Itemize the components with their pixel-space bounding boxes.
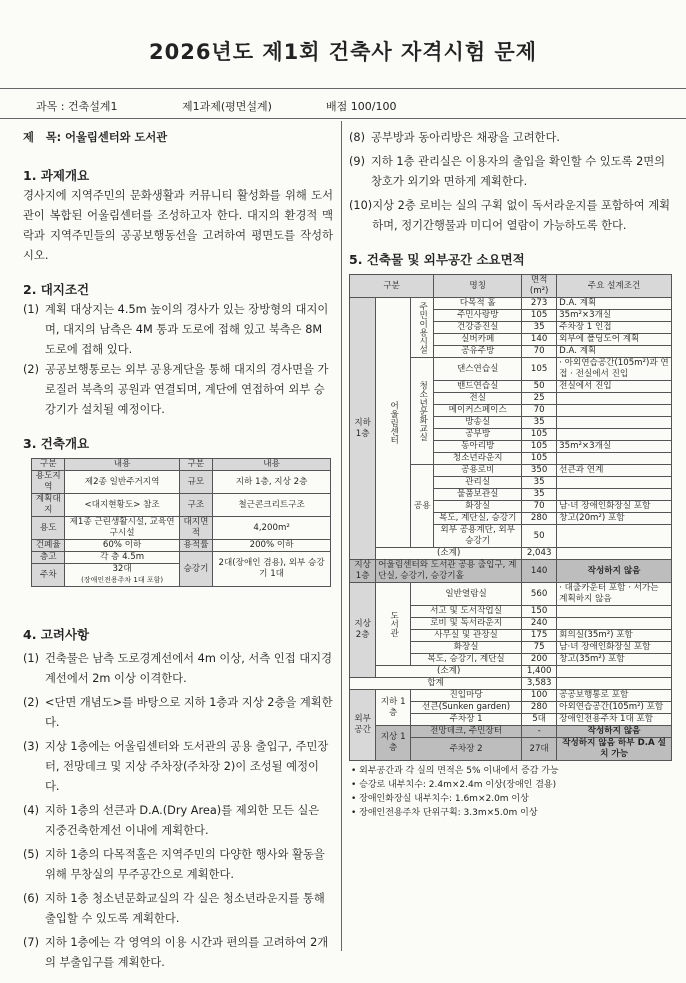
note-item: • 외부공간과 각 실의 면적은 5% 이내에서 증감 가능 [351, 766, 559, 776]
right-column [349, 128, 674, 820]
item-number: (3) [23, 740, 40, 753]
consideration-item [349, 128, 674, 148]
table-cell [557, 477, 672, 489]
table-cell: 2대(장애인 겸용), 외부 승강기 1대 [213, 552, 331, 587]
table-cell: - [522, 726, 557, 738]
table-cell: 남·녀 장애인화장실 포함 [557, 642, 672, 654]
item-number: (1) [23, 652, 40, 665]
table-header: 구분 [350, 275, 434, 298]
table-cell [557, 606, 672, 618]
item-number: (8) [349, 131, 366, 144]
table-cell: 140 [522, 560, 557, 583]
table-cell: 35m²×3개실 [557, 310, 672, 322]
table-cell: 복도, 승강기, 계단실 [411, 654, 522, 666]
table-cell: 27대 [522, 738, 557, 761]
consideration-item [349, 152, 674, 192]
section-4-title: 4. 고려사항 [23, 627, 90, 642]
table-cell: 선큰(Sunken garden) [411, 702, 522, 714]
item-text: 공공보행통로는 외부 공용계단을 통해 대지의 경사면을 가로질러 북측의 공원과 연결되며, 계단에 연접하여 외부 승강기가 설치될 예정이다. [45, 363, 329, 416]
table-cell: 공부방 [434, 429, 522, 441]
item-text: 지하 1층 청소년문화교실의 각 실은 청소년라운지를 통해 출입할 수 있도록 계획한다. [45, 892, 325, 925]
consideration-item [23, 889, 333, 929]
table-cell [557, 405, 672, 417]
item-number: (6) [23, 892, 40, 905]
task-label: 제1과제(평면설계) [182, 100, 272, 113]
header-top-rule [0, 88, 686, 89]
building-overview-table [31, 458, 331, 587]
item-text: 계획 대상지는 4.5m 높이의 경사가 있는 장방형의 대지이며, 대지의 남측은 4M 통과 도로에 접해 있고 북측은 8M 도로에 접해 있다. [45, 303, 329, 356]
table-cell: 주민사랑방 [434, 310, 522, 322]
table-cell: 50 [522, 525, 557, 548]
site-condition-item [23, 360, 333, 420]
note-item: • 장애인화장실 내부치수: 1.6m×2.0m 이상 [351, 794, 529, 804]
table-cell: 작성하지 않음 [557, 726, 672, 738]
table-cell: 외부 공용계단, 외부 승강기 [434, 525, 522, 548]
header-bottom-rule [0, 118, 686, 119]
item-text: <단면 개념도>를 바탕으로 지하 1층과 지상 2층을 계획한다. [45, 696, 333, 729]
table-cell: · 대출카운터 포함 · 서가는 계획하지 않음 [557, 583, 672, 606]
table-header: 면적(m²) [522, 275, 557, 298]
note-text: 승강로 내부치수: 2.4m×2.4m 이상(장애인 겸용) [359, 780, 557, 790]
table-cell: 창고(35m²) 포함 [557, 654, 672, 666]
area-table [349, 274, 672, 761]
table-cell: 합계 [350, 678, 522, 690]
consideration-item [23, 649, 333, 689]
table-cell: 105 [522, 310, 557, 322]
table-cell: 진입마당 [411, 690, 522, 702]
table-cell: 280 [522, 702, 557, 714]
table-cell: 105 [522, 453, 557, 465]
table-cell: 주차장 1 인접 [557, 322, 672, 334]
consideration-item [23, 845, 333, 885]
table-cell: 주차장 2 [411, 738, 522, 761]
table-cell: 70 [522, 346, 557, 358]
topic-title: 제 목: 어울림센터와 도서관 [23, 131, 168, 144]
group-label: 주민이용시설 [411, 298, 434, 358]
table-cell: 동아리방 [434, 441, 522, 453]
item-number: (7) [23, 936, 40, 949]
item-text: 건축물은 남측 도로경계선에서 4m 이상, 서측 인접 대지경계선에서 2m 이상 이격한다. [45, 652, 333, 685]
section-2-title: 2. 대지조건 [23, 282, 90, 297]
table-cell: 제1종 근린생활시설, 교육연구시설 [65, 517, 179, 540]
table-row [350, 726, 672, 738]
table-cell: 용도지역 [32, 471, 65, 494]
table-cell: 105 [522, 358, 557, 381]
table-cell: 일반열람실 [411, 583, 522, 606]
note-text: 장애인화장실 내부치수: 1.6m×2.0m 이상 [359, 794, 529, 804]
floor-label: 외부공간 [350, 690, 376, 761]
table-cell: 35 [522, 489, 557, 501]
zone-label: 어울림센터 [376, 298, 411, 548]
table-cell: 철근콘크리트구조 [213, 494, 331, 517]
table-cell: 공공보행통로 포함 [557, 690, 672, 702]
table-cell [557, 453, 672, 465]
table-cell: 층고 [32, 552, 65, 564]
consideration-item [23, 933, 333, 973]
table-row [350, 666, 672, 678]
table-cell: 어울림센터와 도서관 공용 출입구, 계단실, 승강기, 승강기홀 [376, 560, 522, 583]
table-header: 구분 [179, 459, 212, 471]
table-cell: 주차 [32, 564, 65, 587]
table-cell: 273 [522, 298, 557, 310]
considerations-list [23, 649, 333, 973]
table-cell: 밴드연습실 [434, 381, 522, 393]
table-cell: 35 [522, 322, 557, 334]
table-cell: 75 [522, 642, 557, 654]
table-cell: 공유주방 [434, 346, 522, 358]
table-cell: D.A. 계획 [557, 298, 672, 310]
table-cell: 2,043 [522, 548, 557, 560]
table-cell: 공용로비 [434, 465, 522, 477]
left-column [23, 128, 333, 977]
table-cell: 105 [522, 441, 557, 453]
table-cell: 각 층 4.5m [65, 552, 179, 564]
table-row [350, 678, 672, 690]
group-label: 청소년문화교실 [411, 358, 434, 465]
table-cell: 구조 [179, 494, 212, 517]
group-label: 공용 [411, 465, 434, 548]
table-cell: 35 [522, 477, 557, 489]
table-header: 내용 [65, 459, 179, 471]
table-cell: D.A. 계획 [557, 346, 672, 358]
table-cell: 70 [522, 405, 557, 417]
item-text: 지하 1층 관리실은 이용자의 출입을 확인할 수 있도록 2면의 창호가 외기와 면하게 계획한다. [371, 155, 666, 188]
table-cell: 25 [522, 393, 557, 405]
item-text: 지상 2층 로비는 실의 구획 없이 독서라운지를 포함하여 계획하며, 정기간행물과 미디어 열람이 가능하도록 한다. [372, 199, 671, 232]
table-cell: 아외연습공간(105m²) 포함 [557, 702, 672, 714]
table-cell: 60% 이하 [65, 540, 179, 552]
considerations-list-cont [349, 128, 674, 236]
item-number: (4) [23, 804, 40, 817]
table-row [350, 690, 672, 702]
table-cell: 3,583 [522, 678, 557, 690]
subject-label: 과목 : 건축설계1 [36, 100, 118, 113]
item-text: 지하 1층의 다목적홀은 지역주민의 다양한 행사와 활동을 위해 무창실의 무주공간으로 계획한다. [45, 848, 325, 881]
floor-label: 지상 1층 [350, 560, 376, 583]
table-cell [557, 417, 672, 429]
table-cell: 용적률 [179, 540, 212, 552]
table-cell: 작성하지 않음 하부 D.A 설치 가능 [557, 738, 672, 761]
table-cell: 승강기 [179, 552, 212, 587]
table-cell: 100 [522, 690, 557, 702]
table-cell: 70 [522, 501, 557, 513]
item-text: 지하 1층에는 각 영역의 이용 시간과 편의를 고려하여 2개의 부출입구를 계획한다. [45, 936, 329, 969]
table-cell: · 아외연습공간(105m²)과 연접 · 전실에서 진입 [557, 358, 672, 381]
table-cell: 35 [522, 417, 557, 429]
table-cell: 280 [522, 513, 557, 525]
consideration-item [349, 196, 674, 236]
table-cell [557, 618, 672, 630]
table-cell: 4,200m² [213, 517, 331, 540]
table-cell: 사무실 및 관장실 [411, 630, 522, 642]
table-cell: 용도 [32, 517, 65, 540]
consideration-item [23, 801, 333, 841]
note-text: 외부공간과 각 실의 면적은 5% 이내에서 증감 가능 [359, 766, 559, 776]
note-item: • 승강로 내부치수: 2.4m×2.4m 이상(장애인 겸용) [351, 780, 557, 790]
table-cell: 주차장 1 [411, 714, 522, 726]
zone-label: 지하 1층 [376, 690, 411, 726]
table-cell: 복도, 계단실, 승강기 [434, 513, 522, 525]
table-cell: 선큰과 연계 [557, 465, 672, 477]
floor-label: 지상 2층 [350, 583, 376, 678]
table-cell: 제2종 일반주거지역 [65, 471, 179, 494]
table-cell: 남·녀 장애인화장실 포함 [557, 501, 672, 513]
table-cell: 대지면적 [179, 517, 212, 540]
item-number: (9) [349, 155, 366, 168]
table-cell: 5대 [522, 714, 557, 726]
table-cell: 350 [522, 465, 557, 477]
note-item: • 장애인전용주차 단위구획: 3.3m×5.0m 이상 [351, 808, 538, 818]
table-row [350, 560, 672, 583]
exam-title: 2026년도 제1회 건축사 자격시험 문제 [148, 40, 538, 64]
consideration-item [23, 693, 333, 733]
parking-note: (장애인전용주차 1대 포함) [81, 576, 164, 584]
table-cell: 1,400 [522, 666, 557, 678]
table-cell: 건폐율 [32, 540, 65, 552]
table-cell: 서고 및 도서작업실 [411, 606, 522, 618]
table-header: 명칭 [434, 275, 522, 298]
table-cell: (소계) [376, 548, 522, 560]
table-cell: 175 [522, 630, 557, 642]
section-1-text: 경사지에 지역주민의 문화생활과 커뮤니티 활성화를 위해 도서관이 복합된 어울림센터를 조성하고자 한다. 대지의 환경적 맥락과 지역주민들의 공공보행동선을 고려하여 평면도를 작성하시오. [23, 189, 333, 262]
table-cell [557, 393, 672, 405]
item-number: (2) [23, 696, 40, 709]
table-cell: <대지현황도> 참조 [65, 494, 179, 517]
table-cell: 전실 [434, 393, 522, 405]
table-cell: (소계) [376, 666, 522, 678]
zone-label: 도서관 [376, 583, 411, 666]
item-text: 공부방과 동아리방은 채광을 고려한다. [371, 131, 560, 144]
column-divider [341, 121, 342, 951]
note-text: 장애인전용주차 단위구획: 3.3m×5.0m 이상 [359, 808, 538, 818]
table-row [350, 583, 672, 606]
item-text: 지하 1층의 선큰과 D.A.(Dry Area)를 제외한 모든 실은 지중건축한계선 이내에 계획한다. [45, 804, 320, 837]
table-cell: 200 [522, 654, 557, 666]
table-cell: 작성하지 않음 [557, 560, 672, 583]
table-cell: 105 [522, 429, 557, 441]
table-cell: 외부에 폴딩도어 계획 [557, 334, 672, 346]
zone-label: 지상 1층 [376, 726, 411, 761]
table-cell: 로비 및 독서라운지 [411, 618, 522, 630]
table-cell: 장애인전용주차 1대 포함 [557, 714, 672, 726]
site-condition-item [23, 300, 333, 360]
table-cell: 50 [522, 381, 557, 393]
table-row [350, 275, 672, 298]
table-cell: 전실에서 진입 [557, 381, 672, 393]
item-number: (10) [349, 199, 373, 212]
table-header: 내용 [213, 459, 331, 471]
table-cell [557, 678, 672, 690]
table-cell: 실버카페 [434, 334, 522, 346]
table-cell [557, 489, 672, 501]
floor-label: 지하 1층 [350, 298, 376, 560]
item-text: 지상 1층에는 어울림센터와 도서관의 공용 출입구, 주민장터, 전망데크 및 지상 주차장(주차장 2)이 조성될 예정이다. [45, 740, 329, 793]
table-row [350, 548, 672, 560]
table-cell: 지하 1층, 지상 2층 [213, 471, 331, 494]
item-number: (2) [23, 363, 40, 376]
table-cell: 다목적 홀 [434, 298, 522, 310]
table-cell: 150 [522, 606, 557, 618]
table-header: 주요 설계조건 [557, 275, 672, 298]
table-cell: 35m²×3개실 [557, 441, 672, 453]
section-3-title: 3. 건축개요 [23, 436, 90, 451]
table-cell: 관리실 [434, 477, 522, 489]
table-cell: 140 [522, 334, 557, 346]
table-cell [557, 525, 672, 548]
table-cell: 청소년라운지 [434, 453, 522, 465]
parking-count: 32대 [112, 564, 132, 574]
table-cell: 댄스연습실 [434, 358, 522, 381]
consideration-item [23, 737, 333, 797]
table-header: 구분 [32, 459, 65, 471]
table-cell: 화장실 [434, 501, 522, 513]
table-cell [557, 429, 672, 441]
score-label: 배점 100/100 [326, 100, 397, 113]
table-cell: 방송실 [434, 417, 522, 429]
table-cell [557, 548, 672, 560]
table-cell: 전망데크, 주민장터 [411, 726, 522, 738]
table-cell: 건강증진실 [434, 322, 522, 334]
table-cell: 물품보관실 [434, 489, 522, 501]
notes-list [349, 764, 674, 820]
item-number: (1) [23, 303, 40, 316]
table-cell: 화장실 [411, 642, 522, 654]
table-cell: 메이커스페이스 [434, 405, 522, 417]
table-cell [65, 564, 179, 587]
table-cell: 회의실(35m²) 포함 [557, 630, 672, 642]
item-number: (5) [23, 848, 40, 861]
table-cell: 240 [522, 618, 557, 630]
section-5-title: 5. 건축물 및 외부공간 소요면적 [349, 252, 525, 267]
table-cell: 창고(20m²) 포함 [557, 513, 672, 525]
table-cell [557, 666, 672, 678]
table-cell: 200% 이하 [213, 540, 331, 552]
table-cell: 규모 [179, 471, 212, 494]
table-row [350, 298, 672, 310]
table-cell: 560 [522, 583, 557, 606]
table-cell: 계획대지 [32, 494, 65, 517]
section-1-title: 1. 과제개요 [23, 168, 90, 183]
